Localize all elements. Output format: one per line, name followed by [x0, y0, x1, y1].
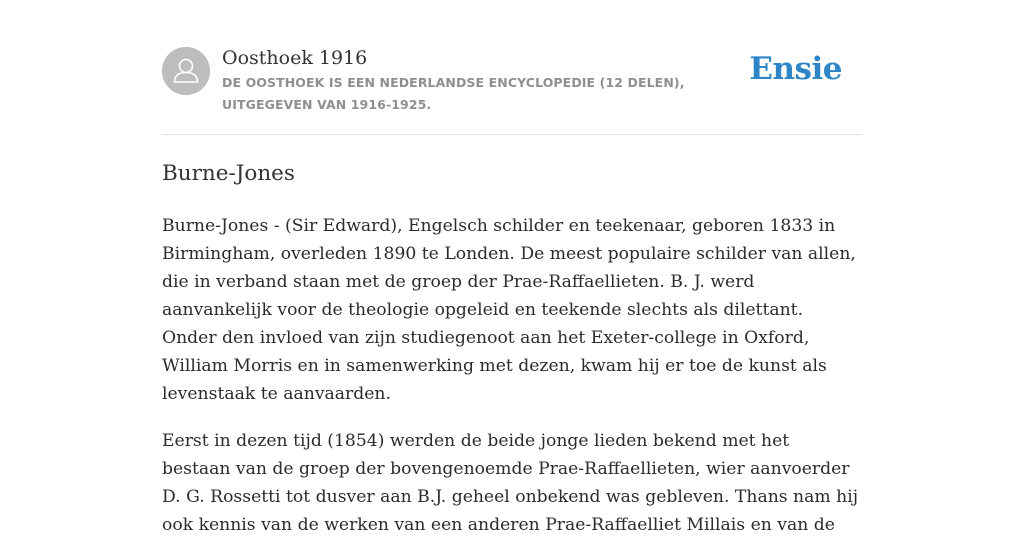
page-container	[162, 0, 862, 535]
article-paragraph: Eerst in dezen tijd (1854) werden de beide jonge lieden bekend met het bestaan van de groep der bovengenoemde Prae-Raffaellieten, wier aanvoerder D. G. Rossetti tot dusver aan B.J. geheel onbekend was gebleven. Thans nam hij ook kennis van de werken van een anderen Prae-Raffaelliet Millais en van de	[162, 431, 859, 535]
article-body	[162, 212, 862, 558]
source-header	[162, 0, 862, 135]
source-title[interactable]: Oosthoek 1916	[222, 47, 368, 69]
article-title: Burne-Jones	[162, 161, 295, 186]
article-paragraph: Burne-Jones - (Sir Edward), Engelsch schilder en teekenaar, geboren 1833 in Birmingham, overleden 1890 te Londen. De meest populaire schilder van allen, die in verband staan met de groep der Prae-Raffaellieten. B. J. werd aanvankelijk voor de theologie opgeleid en teekende slechts als dilettant. Onder den invloed van zijn studiegenoot aan het Exeter-college in Oxford, William Morris en in samenwerking met dezen, kwam hij er toe de kunst als levenstaak te aanvaarden.	[162, 216, 856, 404]
user-avatar-icon[interactable]	[162, 47, 210, 95]
source-description: DE OOSTHOEK IS EEN NEDERLANDSE ENCYCLOPEDIE (12 DELEN), UITGEGEVEN VAN 1916-1925.	[222, 75, 685, 112]
brand-logo[interactable]: Ensie	[749, 51, 842, 87]
